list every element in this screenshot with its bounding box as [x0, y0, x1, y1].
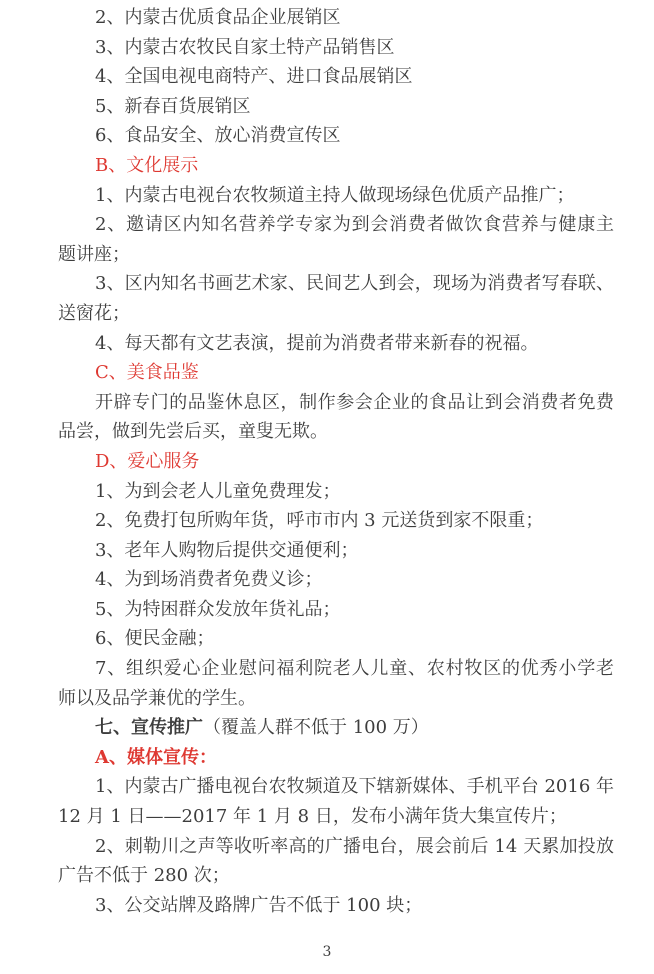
- doc-line: 3、公交站牌及路牌广告不低于 100 块；: [95, 894, 423, 916]
- doc-line: 送窗花；: [58, 302, 130, 324]
- doc-line: 1、内蒙古电视台农牧频道主持人做现场绿色优质产品推广；: [95, 184, 575, 206]
- doc-line: 3、老年人购物后提供交通便利；: [95, 539, 359, 561]
- doc-line: 2、邀请区内知名营养学专家为到会消费者做饮食营养与健康主: [95, 214, 614, 236]
- doc-line: 师以及品学兼优的学生。: [58, 687, 256, 709]
- doc-line: 品尝，做到先尝后买，童叟无欺。: [58, 421, 328, 443]
- heading-media-promotion: A、媒体宣传：: [95, 746, 217, 768]
- heading-food-tasting: C、美食品鉴: [95, 362, 199, 384]
- doc-line: 1、内蒙古广播电视台农牧频道及下辖新媒体、手机平台 2016 年: [95, 776, 614, 798]
- doc-line: 5、新春百货展销区: [95, 95, 251, 117]
- doc-line: 3、内蒙古农牧民自家土特产品销售区: [95, 36, 395, 58]
- heading-culture-display: B、文化展示: [95, 154, 199, 176]
- doc-line: 2、内蒙古优质食品企业展销区: [95, 7, 341, 28]
- doc-line: 4、为到场消费者免费义诊；: [95, 569, 323, 591]
- doc-line: 3、区内知名书画艺术家、民间艺人到会，现场为消费者写春联、: [95, 273, 614, 295]
- doc-line: 7、组织爱心企业慰问福利院老人儿童、农村牧区的优秀小学老: [95, 658, 614, 680]
- doc-line: 6、食品安全、放心消费宣传区: [95, 125, 341, 147]
- heading-promotion-title: 七、宣传推广: [95, 717, 203, 739]
- doc-line: 1、为到会老人儿童免费理发；: [95, 480, 341, 502]
- doc-line: 4、全国电视电商特产、进口食品展销区: [95, 66, 413, 88]
- doc-line: 2、免费打包所购年货，呼市市内 3 元送货到家不限重；: [95, 510, 544, 532]
- doc-line: 广告不低于 280 次；: [58, 865, 230, 887]
- doc-line: 5、为特困群众发放年货礼品；: [95, 598, 341, 620]
- heading-promotion-note: （覆盖人群不低于 100 万）: [203, 717, 429, 739]
- heading-promotion: [58, 713, 614, 743]
- doc-line: 2、刺勒川之声等收听率高的广播电台，展会前后 14 天累加投放: [95, 835, 614, 857]
- heading-love-service: D、爱心服务: [95, 450, 200, 472]
- doc-line: 开辟专门的品鉴休息区，制作参会企业的食品让到会消费者免费: [95, 391, 614, 413]
- page-number: 3: [322, 944, 332, 960]
- doc-line: 6、便民金融；: [95, 628, 215, 650]
- doc-line: 题讲座；: [58, 243, 130, 265]
- doc-line: 12 月 1 日——2017 年 1 月 8 日，发布小满年货大集宣传片；: [58, 806, 567, 828]
- doc-line: 4、每天都有文艺表演，提前为消费者带来新春的祝福。: [95, 332, 539, 354]
